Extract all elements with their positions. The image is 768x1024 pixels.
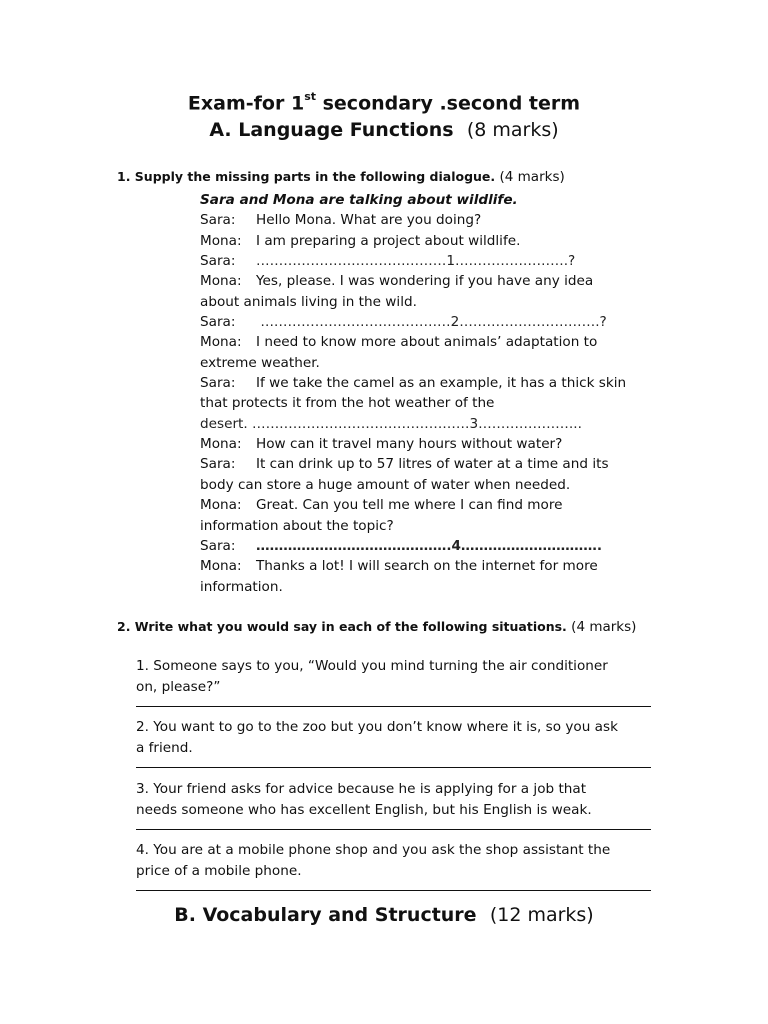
dialogue-text: I need to know more about animals’ adaptation to (256, 334, 598, 351)
dialogue-line (200, 556, 650, 576)
answer-line[interactable] (136, 758, 651, 768)
dialogue-line (200, 373, 650, 393)
situation-text: on, please?” (136, 678, 221, 695)
section-a-marks: (8 marks) (466, 119, 559, 141)
exam-title (0, 92, 768, 114)
speaker-label: Sara: (200, 253, 236, 270)
dialogue-line (200, 454, 650, 474)
exam-title-rest: secondary .second term (316, 92, 581, 115)
situation-text: 2. You want to go to the zoo but you don’t know where it is, so you ask (136, 719, 618, 735)
dialogue-text: information about the topic? (200, 517, 394, 534)
section-b-heading (0, 904, 768, 926)
situation-text: a friend. (136, 739, 193, 756)
dialogue-line (200, 475, 650, 495)
dialogue-line (200, 393, 650, 413)
question-1-text: 1. Supply the missing parts in the following dialogue. (117, 169, 496, 184)
speaker-label: Mona: (200, 334, 242, 351)
dialogue-text: ……………………………………2………………………….? (256, 314, 607, 331)
section-b-title: B. Vocabulary and Structure (174, 904, 477, 926)
situation-text: 3. Your friend asks for advice because he is applying for a job that (136, 781, 587, 797)
dialogue-line (200, 516, 650, 536)
dialogue-text: Hello Mona. What are you doing? (256, 212, 482, 229)
dialogue-line (200, 353, 650, 373)
answer-line[interactable] (136, 697, 651, 707)
section-a-title: A. Language Functions (209, 119, 454, 141)
speaker-label: Mona: (200, 232, 242, 249)
situation-item (136, 840, 651, 893)
situation-item (136, 717, 651, 770)
situation-text: 4. You are at a mobile phone shop and you ask the shop assistant the (136, 842, 611, 858)
dialogue-blank-1 (200, 251, 650, 271)
answer-line[interactable] (136, 820, 651, 830)
section-a-heading (0, 119, 768, 141)
speaker-label: Sara: (200, 314, 236, 331)
dialogue-text: How can it travel many hours without water? (256, 436, 563, 453)
dialogue-text: Great. Can you tell me where I can find more (256, 497, 563, 514)
dialogue-text: information. (200, 578, 283, 595)
dialogue-text: Thanks a lot! I will search on the internet for more (256, 558, 598, 575)
dialogue-blank-2 (200, 312, 650, 332)
dialogue-line (200, 292, 650, 312)
dialogue-text: about animals living in the wild. (200, 293, 417, 310)
dialogue-blank-4 (200, 536, 650, 556)
question-2-prompt (117, 617, 637, 637)
speaker-label: Sara: (200, 456, 236, 473)
dialogue-text: It can drink up to 57 litres of water at a time and its (256, 456, 609, 473)
speaker-label: Mona: (200, 558, 242, 575)
dialogue-line (200, 271, 650, 291)
dialogue-line (200, 231, 650, 251)
dialogue (200, 190, 650, 597)
speaker-label: Sara: (200, 212, 236, 229)
exam-title-superscript: st (304, 90, 316, 103)
question-1-prompt (117, 169, 565, 185)
dialogue-line (200, 434, 650, 454)
dialogue-text: that protects it from the hot weather of the (200, 395, 495, 412)
dialogue-blank-3 (200, 414, 650, 434)
dialogue-text: …………………………………….4…………………………. (256, 537, 603, 554)
section-b-marks: (12 marks) (489, 904, 594, 926)
dialogue-line (200, 332, 650, 352)
dialogue-text: If we take the camel as an example, it has a thick skin (256, 375, 627, 392)
situation-text: needs someone who has excellent English, but his English is weak. (136, 801, 592, 818)
situation-text: 1. Someone says to you, “Would you mind turning the air conditioner (136, 658, 608, 674)
dialogue-line (200, 495, 650, 515)
speaker-label: Mona: (200, 497, 242, 514)
situation-text: price of a mobile phone. (136, 862, 302, 879)
speaker-label: Mona: (200, 273, 242, 290)
dialogue-text: body can store a huge amount of water when needed. (200, 476, 571, 493)
situation-item (136, 779, 651, 832)
situation-item (136, 656, 651, 709)
dialogue-text: ……………………………………1…………………….? (256, 253, 576, 270)
speaker-label: Sara: (200, 375, 236, 392)
answer-line[interactable] (136, 881, 651, 891)
question-1-marks: (4 marks) (499, 169, 565, 185)
question-2-text: 2. Write what you would say in each of the following situations. (117, 619, 567, 634)
question-2-marks: (4 marks) (571, 619, 637, 635)
speaker-label: Mona: (200, 436, 242, 453)
dialogue-intro: Sara and Mona are talking about wildlife. (200, 192, 518, 208)
dialogue-text: desert. …………………………………………3………………….. (200, 415, 582, 432)
dialogue-line (200, 577, 650, 597)
dialogue-text: I am preparing a project about wildlife. (256, 232, 521, 249)
dialogue-line (200, 210, 650, 230)
dialogue-text: Yes, please. I was wondering if you have any idea (256, 273, 594, 290)
exam-title-text: Exam-for 1 (187, 92, 305, 115)
speaker-label: Sara: (200, 537, 236, 554)
dialogue-text: extreme weather. (200, 354, 320, 371)
